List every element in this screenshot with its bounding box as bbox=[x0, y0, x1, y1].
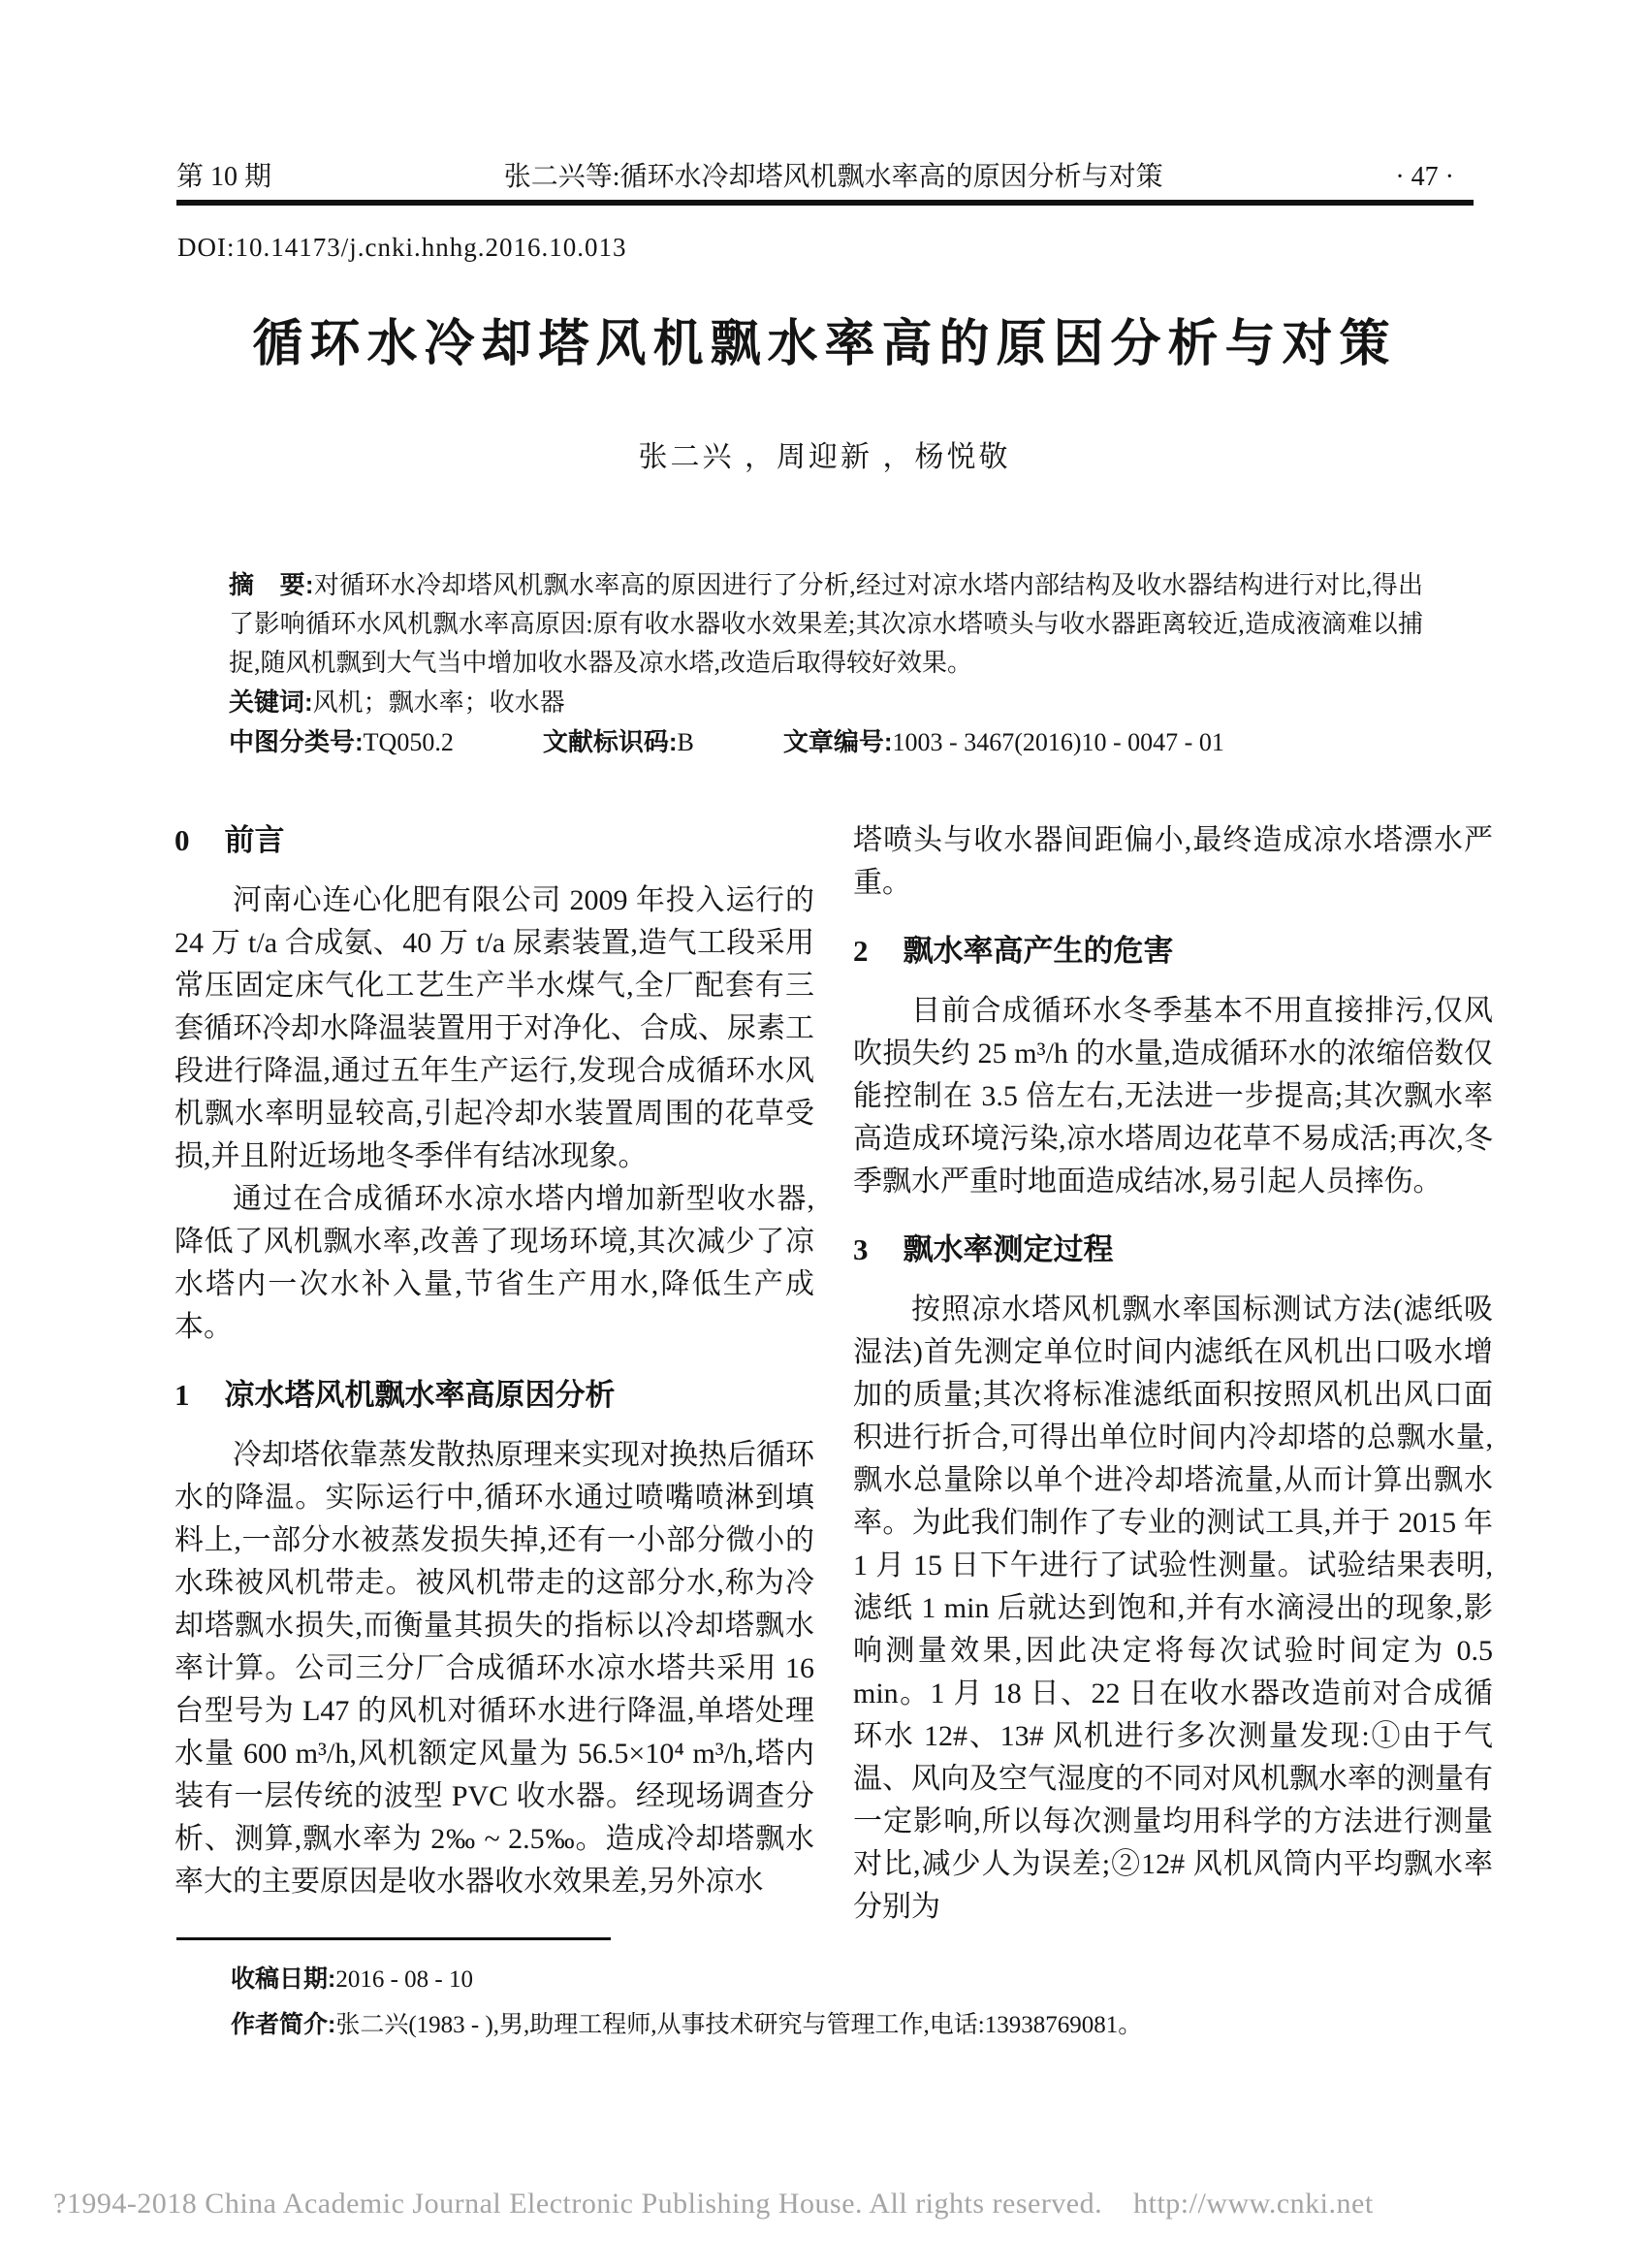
article-title: 循环水冷却塔风机飘水率高的原因分析与对策 bbox=[252, 317, 1397, 372]
section-number: 2 bbox=[853, 934, 869, 968]
right-column bbox=[853, 819, 1493, 1929]
abstract-text: 对循环水冷却塔风机飘水率高的原因进行了分析,经过对凉水塔内部结构及收水器结构进行对比,得出了影响循环水风机飘水率高原因:原有收水器收水效果差;其次凉水塔喷头与收水器距离较近,造成液滴难以捕捉,随风机飘到大气当中增加收水器及凉水塔,改造后取得较好效果。 bbox=[229, 571, 1423, 677]
section-title: 飘水率测定过程 bbox=[903, 1232, 1114, 1266]
footnotes bbox=[231, 1957, 1462, 2048]
meta-line bbox=[229, 722, 1423, 762]
paragraph: 按照凉水塔风机飘水率国标测试方法(滤纸吸湿法)首先测定单位时间内滤纸在风机出口吸水增加的质量;其次将标准滤纸面积按照风机出风口面积进行折合,可得出单位时间内冷却塔的总飘水量,飘水总量除以单个进冷却塔流量,从而计算出飘水率。为此我们制作了专业的测试工具,并于 2015 年 1 月 15 日下午进行了试验性测量。试验结果表明,滤纸 1 min 后就达到饱和,并有水滴浸出的现象,影响测量效果,因此决定将每次试验时间定为 0.5 min。1 月 18 日、22 日在收水器改造前对合成循环水 12#、13# 风机进行多次测量发现:①由于气温、风向及空气湿度的不同对风机飘水率的测量有一定影响,所以每次测量均用科学的方法进行测量对比,减少人为误差;②12# 风机风筒内平均飘水率分别为 bbox=[853, 1294, 1493, 1923]
section-number: 3 bbox=[853, 1232, 869, 1266]
section-title: 凉水塔风机飘水率高原因分析 bbox=[224, 1378, 616, 1412]
section-heading-1 bbox=[174, 1374, 814, 1417]
paragraph: 目前合成循环水冬季基本不用直接排污,仅风吹损失约 25 m³/h 的水量,造成循环水的浓缩倍数仅能控制在 3.5 倍左右,无法进一步提高;其次飘水率高造成环境污染,凉水塔周边花草不易成活;再次,冬季飘水严重时地面造成结冰,易引起人员摔伤。 bbox=[853, 995, 1493, 1198]
abstract-paragraph bbox=[229, 565, 1423, 683]
paragraph-continuation: 塔喷头与收水器间距偏小,最终造成凉水塔漂水严重。 bbox=[853, 824, 1493, 899]
doc-code-value: B bbox=[677, 728, 694, 756]
author-bio-line bbox=[231, 2002, 1462, 2048]
abstract-label: 摘 要: bbox=[229, 570, 314, 599]
keywords-text: 风机；飘水率；收水器 bbox=[312, 688, 565, 717]
header-divider-rule bbox=[176, 200, 1474, 206]
section-heading-0 bbox=[174, 819, 814, 862]
header-page-number: · 47 · bbox=[1395, 162, 1454, 192]
section-title: 前言 bbox=[224, 823, 285, 857]
received-date-label: 收稿日期: bbox=[231, 1965, 336, 1993]
section-heading-2 bbox=[853, 930, 1493, 973]
keywords-line bbox=[229, 683, 1423, 722]
abstract-block bbox=[229, 565, 1423, 762]
author-bio-label: 作者简介: bbox=[231, 2011, 336, 2038]
keywords-label: 关键词: bbox=[229, 687, 313, 717]
running-header bbox=[176, 155, 1454, 194]
article-id-label: 文章编号: bbox=[782, 727, 893, 756]
cnki-watermark: ?1994-2018 China Academic Journal Electronic Publishing House. All rights reserved. http://www.cnki.net bbox=[53, 2188, 1374, 2220]
clc-label: 中图分类号: bbox=[229, 727, 364, 756]
paragraph: 冷却塔依靠蒸发散热原理来实现对换热后循环水的降温。实际运行中,循环水通过喷嘴喷淋到填料上,一部分水被蒸发损失掉,还有一小部分微小的水珠被风机带走。被风机带走的这部分水,称为冷却塔飘水损失,而衡量其损失的指标以冷却塔飘水率计算。公司三分厂合成循环水凉水塔共采用 16 台型号为 L47 的风机对循环水进行降温,单塔处理水量 600 m³/h,风机额定风量为 56.5×10⁴ m³/h,塔内装有一层传统的波型 PVC 收水器。经现场调查分析、测算,飘水率为 2‰ ~ 2.5‰。造成冷却塔飘水率大的主要原因是收水器收水效果差,另外凉水 bbox=[174, 1439, 814, 1898]
doi: DOI:10.14173/j.cnki.hnhg.2016.10.013 bbox=[177, 233, 627, 262]
paragraph: 通过在合成循环水凉水塔内增加新型收水器,降低了风机飘水率,改善了现场环境,其次减少了凉水塔内一次水补入量,节省生产用水,降低生产成本。 bbox=[174, 1183, 814, 1343]
received-date-line bbox=[231, 1957, 1462, 2002]
section-number: 0 bbox=[174, 823, 190, 857]
section-heading-3 bbox=[853, 1229, 1493, 1271]
paragraph: 河南心连心化肥有限公司 2009 年投入运行的 24 万 t/a 合成氨、40 万 t/a 尿素装置,造气工段采用常压固定床气化工艺生产半水煤气,全厂配套有三套循环冷却水降温装置用于对净化、合成、尿素工段进行降温,通过五年生产运行,发现合成循环水风机飘水率明显较高,引起冷却水装置周围的花草受损,并且附近场地冬季伴有结冰现象。 bbox=[174, 884, 814, 1172]
author-bio-text: 张二兴(1983 - ),男,助理工程师,从事技术研究与管理工作,电话:13938769081。 bbox=[335, 2012, 1143, 2038]
authors: 张二兴 ，周迎新 ，杨悦敬 bbox=[638, 441, 1011, 473]
header-issue: 第 10 期 bbox=[176, 162, 272, 192]
clc-value: TQ050.2 bbox=[363, 728, 454, 756]
header-running-title: 张二兴等:循环水冷却塔风机飘水率高的原因分析与对策 bbox=[503, 162, 1163, 192]
left-column bbox=[174, 819, 814, 1903]
doc-code-label: 文献标识码: bbox=[542, 727, 678, 756]
received-date-value: 2016 - 08 - 10 bbox=[335, 1966, 473, 1993]
article-id-value: 1003 - 3467(2016)10 - 0047 - 01 bbox=[892, 728, 1224, 756]
section-number: 1 bbox=[174, 1378, 190, 1412]
footnote-divider-rule bbox=[176, 1937, 611, 1940]
section-title: 飘水率高产生的危害 bbox=[903, 934, 1174, 968]
